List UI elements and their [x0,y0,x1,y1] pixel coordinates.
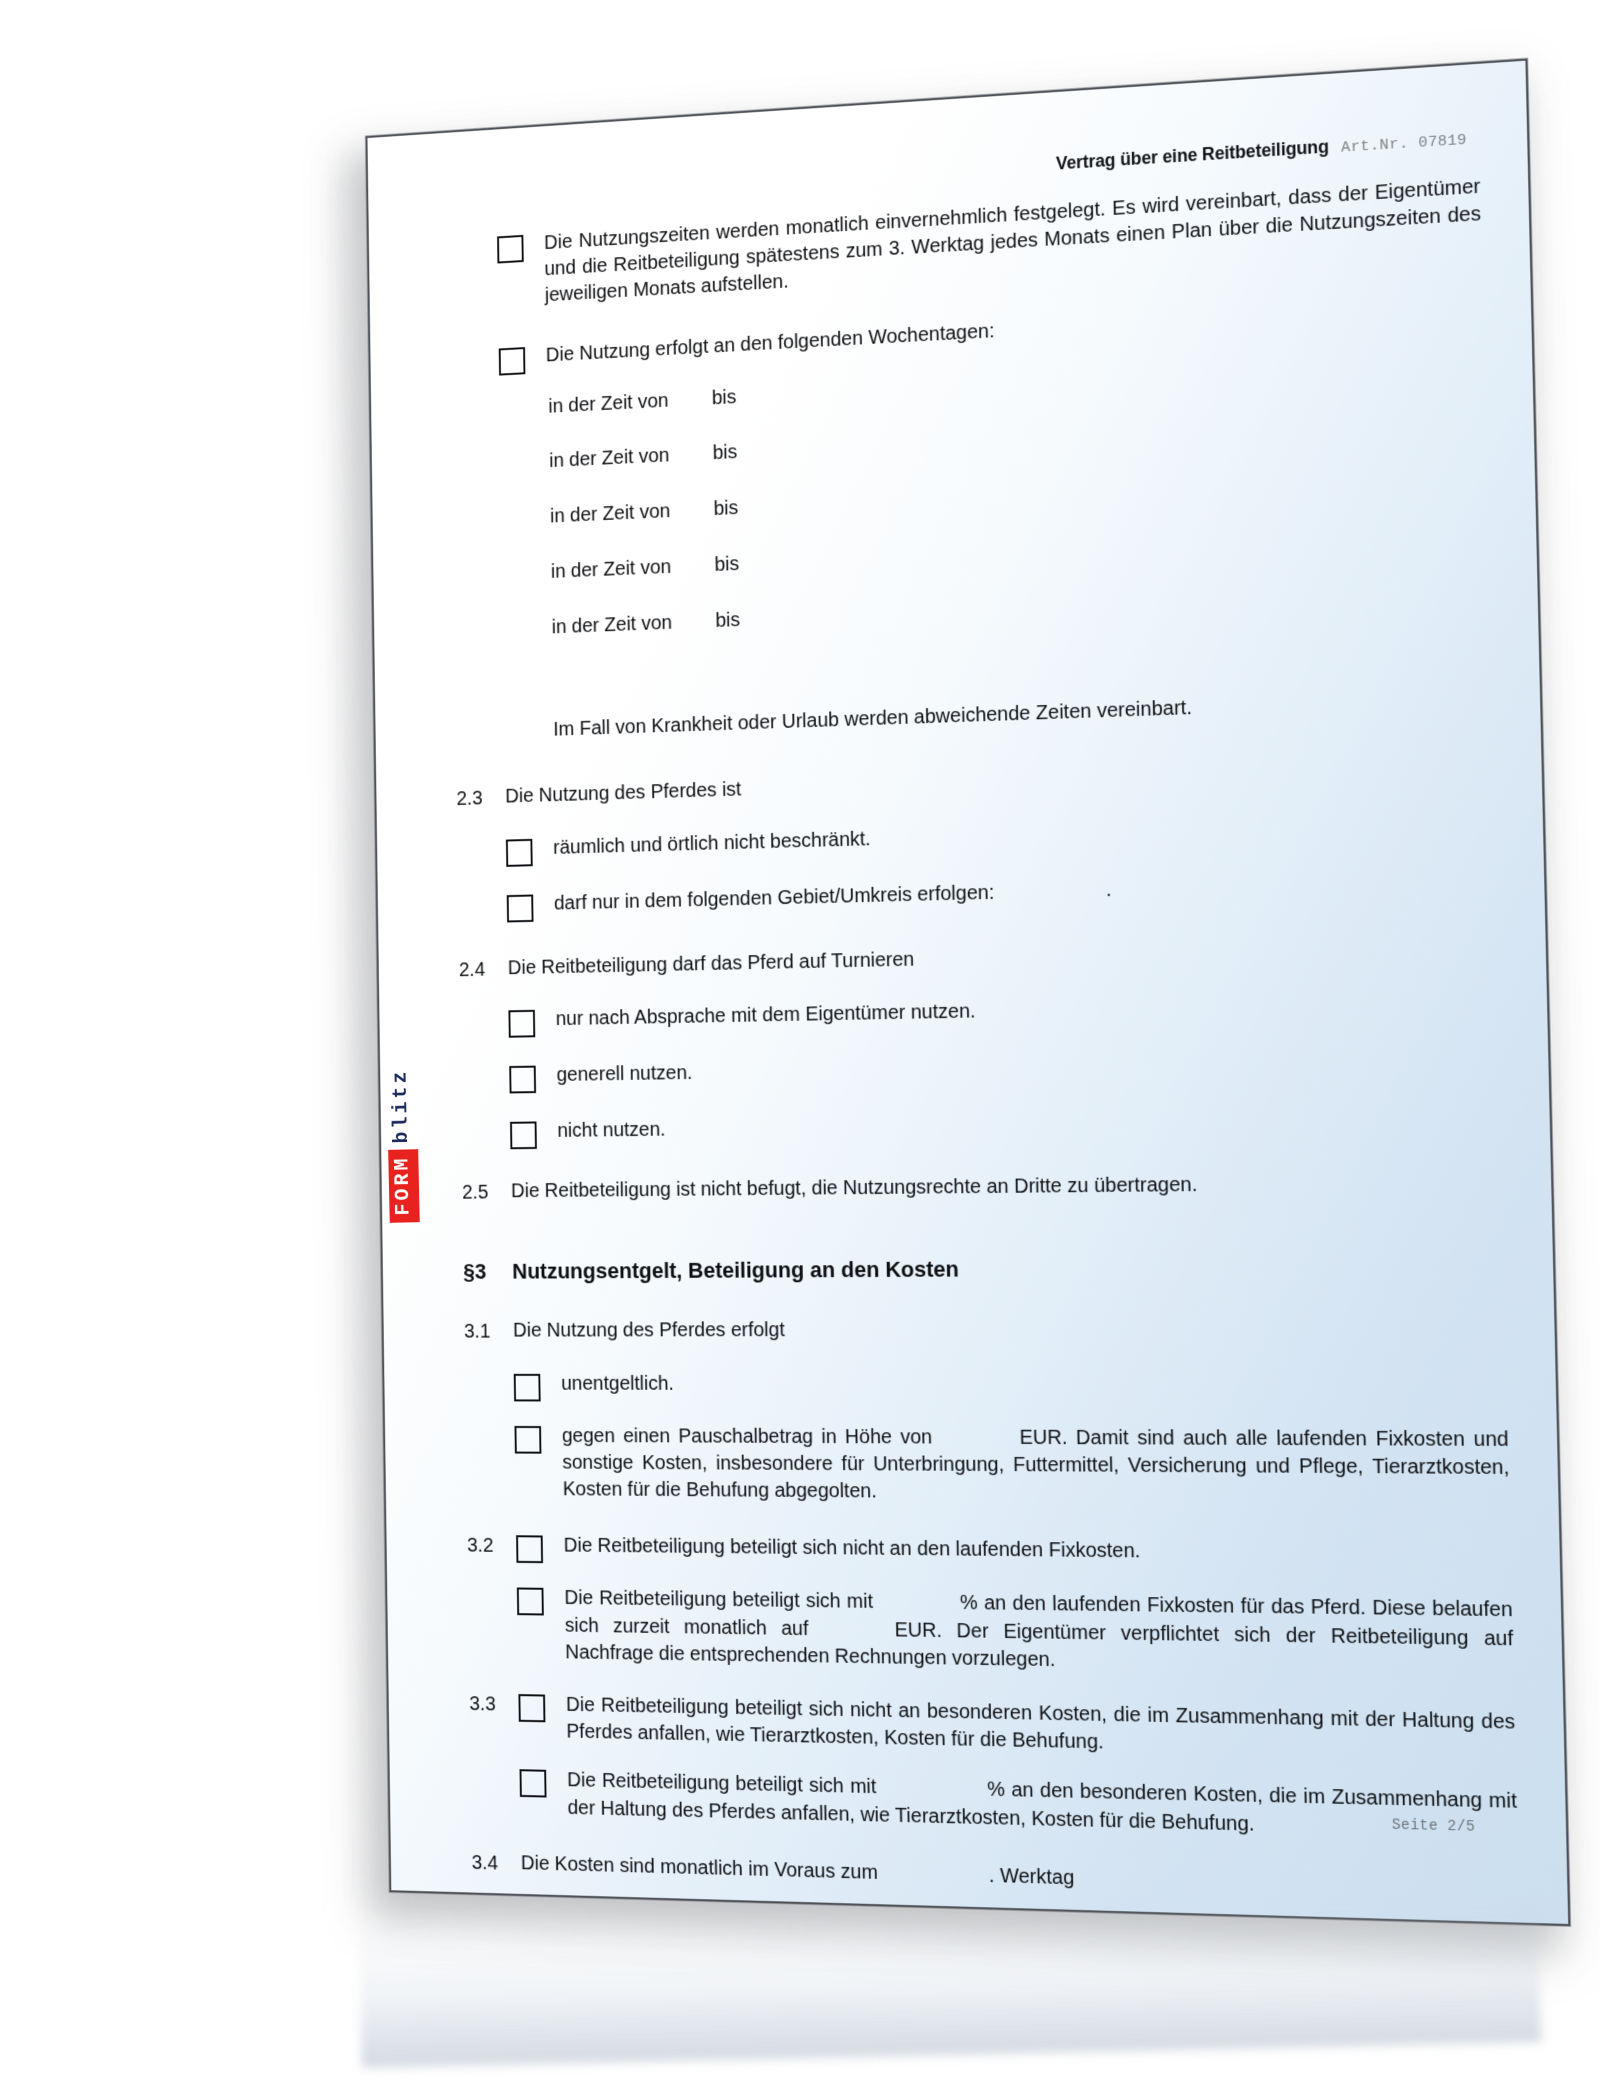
illness-note [455,684,1492,747]
checkbox[interactable] [497,235,524,264]
checkbox[interactable] [509,1066,536,1094]
clause-text: generell nutzen. [556,1062,693,1087]
document-header [1056,128,1467,175]
spacer [525,343,546,344]
illness-note-text: Im Fall von Krankheit oder Urlaub werden abweichende Zeiten vereinbart. [553,696,1193,741]
section-title: Nutzungsentgelt, Beteiligung an den Kosten [512,1256,960,1284]
time-from-label: in der Zeit von [549,445,670,473]
clause-text: Die Nutzung des Pferdes erfolgt [512,1319,785,1342]
time-to-label: bis [715,609,741,632]
time-to-label: bis [713,497,739,521]
checkbox[interactable] [510,1122,537,1150]
checkbox[interactable] [499,347,526,376]
clause-2-3 [456,753,1493,813]
clause-2-2-option-1[interactable] [449,173,1482,315]
clause-text [562,1423,1510,1511]
spacer [523,231,544,232]
clause-text-part-a: gegen einen Pauschalbetrag in Höhe von [561,1425,933,1449]
clause-number: 3.1 [463,1321,491,1343]
clause-text-part-a: Die Reitbeteiligung beteiligt sich mit [564,1587,874,1614]
clause-text-part-a: Die Kosten sind monatlich im Voraus zum [520,1852,879,1884]
clause-text: nur nach Absprache mit dem Eigentümer nutzen. [555,1000,976,1031]
fill-in-blank-percent[interactable] [873,1608,960,1609]
fill-in-blank-percent[interactable] [876,1794,987,1797]
formblitz-logo-inner [386,1061,420,1223]
time-to-label: bis [712,441,738,465]
clause-3-1 [464,1316,1507,1346]
time-slot-row[interactable] [549,403,1486,475]
clause-2-4-option-2[interactable] [460,1047,1500,1094]
spacer [533,891,554,892]
clause-2-3-option-1[interactable] [457,808,1495,868]
clause-text [567,1768,1518,1845]
clause-2-4-option-1[interactable] [460,989,1500,1039]
time-to-label: bis [711,386,737,409]
clause-text: Die Nutzung erfolgt an den folgenden Wochentagen: [545,319,995,366]
clause-number: 2.4 [458,958,486,981]
clause-text-part-b: . Werktag [988,1864,1075,1890]
contract-page [366,59,1571,1927]
time-from-label: in der Zeit von [550,556,672,583]
clause-text: nicht nutzen. [557,1119,666,1143]
checkbox[interactable] [507,894,534,922]
clause-3-4[interactable] [472,1849,1520,1906]
formblitz-logo [384,1035,423,1250]
article-number: Art.Nr. 07819 [1340,131,1468,157]
clause-text-part-a: Die Reitbeteiligung beteiligt sich mit [567,1769,877,1799]
clause-text: Die Reitbeteiligung beteiligt sich nicht an besonderen Kosten, die im Zusammenhang mit der Haltung des Pferdes anfallen, wie Tierarztkosten, Kosten für die Behufung. [565,1693,1516,1754]
time-slot-list [451,345,1490,645]
clause-text: Die Reitbeteiligung ist nicht befugt, die Nutzungsrechte an Dritte zu übertragen. [510,1174,1198,1203]
clause-2-4 [459,933,1498,983]
clause-3-2-option-1[interactable] [467,1532,1512,1574]
time-from-label: in der Zeit von [549,500,671,528]
clause-3-1-option-2[interactable] [465,1423,1510,1511]
clause-2-4-option-3[interactable] [461,1106,1502,1150]
checkbox[interactable] [506,838,533,866]
fill-in-blank[interactable] [994,896,1106,899]
section-symbol: §3 [463,1259,487,1284]
clause-text-part-b: . [1105,878,1112,901]
clause-text: Die Nutzungszeiten werden monatlich einvernehmlich festgelegt. Es wird vereinbart, dass der Eigentümer und die Reitbeteiligung spätestens zum 3. Werktag jedes Monats einen Plan über die Nutzungszeiten des jeweiligen Monats aufstellen. [543,175,1482,307]
clause-number: 2.3 [456,787,483,810]
clause-text: räumlich und örtlich nicht beschränkt. [553,827,871,859]
checkbox[interactable] [508,1010,535,1038]
clause-text: unentgeltlich. [561,1372,675,1395]
clause-number: 3.2 [467,1535,494,1558]
checkbox[interactable] [516,1536,543,1564]
checkbox[interactable] [515,1426,542,1454]
document-title: Vertrag über eine Reitbeteiligung [1055,136,1330,174]
document-body [449,173,1520,1905]
time-from-label: in der Zeit von [551,611,673,639]
clause-text-part-b: EUR. Damit sind auch alle laufenden Fixkosten und sonstige Kosten, insbesondere für Unterbringung, Futtermittel, Versicherung und Pflege, Tierarztkosten, Kosten für die Behufung abgegolten. [562,1426,1510,1503]
checkbox[interactable] [514,1374,541,1402]
clause-3-3-option-1[interactable] [469,1690,1516,1765]
spacer [532,835,553,836]
clause-text-part-c: EUR. Der Eigentümer verpflichtet sich der Reitbeteiligung auf Nachfrage die entsprechenden Rechnungen vorzulegen. [565,1618,1514,1672]
time-slot-row[interactable] [552,577,1490,641]
time-to-label: bis [714,553,740,576]
clause-3-3-option-2[interactable] [470,1766,1518,1846]
clause-text [564,1586,1514,1682]
checkbox[interactable] [520,1770,547,1798]
clause-text [521,1850,1075,1892]
clause-text: Die Nutzung des Pferdes ist [505,778,742,808]
page-footer: Seite 2/5 [1391,1817,1476,1836]
checkbox[interactable] [517,1588,544,1616]
fill-in-blank-workday[interactable] [878,1879,989,1882]
clause-text: Die Reitbeteiligung beteiligt sich nicht an den laufenden Fixkosten. [563,1535,1141,1563]
formblitz-logo-form: FORM [388,1149,420,1223]
clause-number: 2.5 [462,1182,489,1204]
clause-text-part-a: darf nur in dem folgenden Gebiet/Umkreis erfolgen: [553,881,995,915]
clause-2-5 [462,1169,1503,1207]
time-slot-row[interactable] [551,519,1489,586]
clause-number: 3.3 [469,1693,496,1716]
clause-text [554,876,1112,917]
clause-3-2-option-2[interactable] [468,1584,1514,1681]
section-3-heading [463,1254,1505,1285]
clause-3-1-option-1[interactable] [465,1371,1508,1404]
clause-text-part-b: % an den laufenden Fixkosten für das Pferd. Diese belaufen sich zurzeit monatlich auf [564,1592,1513,1640]
page-perspective-wrapper [366,59,1571,1927]
fill-in-blank-amount[interactable] [808,1635,894,1636]
clause-2-3-option-2[interactable] [458,867,1497,924]
clause-text-part-b: % an den besonderen Kosten, die im Zusammenhang mit der Haltung des Pferdes anfallen, wie Tierarztkosten, Kosten für die Behufung. [567,1778,1518,1836]
time-slot-row[interactable] [550,461,1487,530]
checkbox[interactable] [518,1694,545,1722]
clause-text: Die Reitbeteiligung darf das Pferd auf Turnieren [507,948,915,979]
time-from-label: in der Zeit von [548,389,669,418]
clause-number: 3.4 [471,1851,499,1875]
formblitz-logo-blitz: blitz [386,1061,418,1150]
